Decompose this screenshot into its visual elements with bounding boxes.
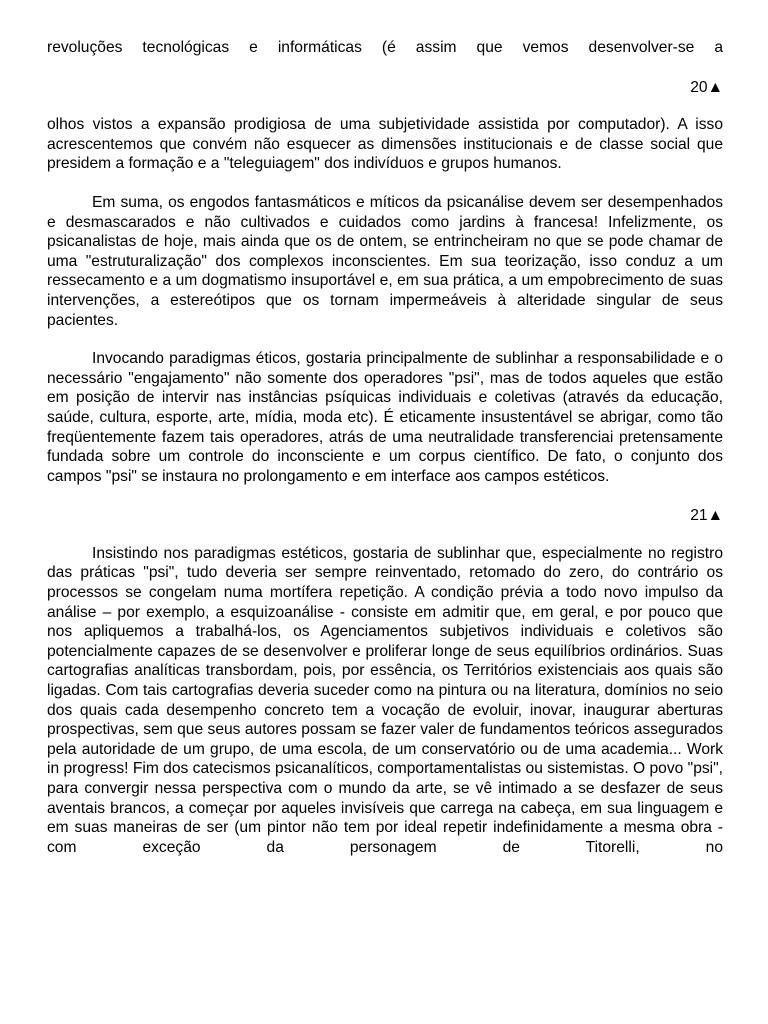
page-number-marker: 20▲: [690, 78, 723, 96]
document-page: [47, 38, 723, 857]
paragraph: Insistindo nos paradigmas estéticos, gostaria de sublinhar que, especialmente no registro das práticas "psi", tudo deveria ser sempre reinventado, retomado do zero, do contrário os processos se congelam numa mortífera repetição. A condição prévia a todo novo impulso da análise – por exemplo, a esquizoanálise - consiste em admitir que, em geral, e por pouco que nos apliquemos a trabalhá-los, os Agenciamentos subjetivos individuais e coletivos são potencialmente capazes de se desenvolver e proliferar longe de seus equilíbrios ordinários. Suas cartografias analíticas transbordam, pois, por essência, os Territórios existenciais aos quais são ligadas. Com tais cartografias deveria suceder como na pintura ou na literatura, domínios no seio dos quais cada desempenho concreto tem a vocação de evoluir, inovar, inaugurar aberturas prospectivas, sem que seus autores possam se fazer valer de fundamentos teóricos assegurados pela autoridade de um grupo, de uma escola, de um conservatório ou de uma academia... Work in progress! Fim dos catecismos psicanalíticos, comportamentalistas ou sistemistas. O povo "psi", para convergir nessa perspectiva com o mundo da arte, se vê intimado a se desfazer de seus aventais brancos, a começar por aqueles invisíveis que carrega na cabeça, em sua linguagem e em suas maneiras de ser (um pintor não tem por ideal repetir indefinidamente a mesma obra - com exceção da personagem de Titorelli, no: [47, 544, 723, 856]
text-line-top: revoluções tecnológicas e informáticas (é assim que vemos desenvolver-se a: [47, 39, 723, 56]
page-number-marker: 21▲: [690, 507, 723, 525]
paragraph: Em suma, os engodos fantasmáticos e míticos da psicanálise devem ser desempenhados e desmascarados e não cultivados e cuidados como jardins à francesa! Infelizmente, os psicanalistas de hoje, mais ainda que os de ontem, se entrincheiram no que se pode chamar de uma "estruturalização" dos complexos inconscientes. Em sua teorização, isso conduz a um ressecamento e a um dogmatismo insuportável e, em sua prática, a um empobrecimento de suas intervenções, a estereótipos que os tornam impermeáveis à alteridade singular de seus pacientes.: [47, 193, 723, 329]
paragraph: olhos vistos a expansão prodigiosa de uma subjetividade assistida por computador). A isso acrescentemos que convém não esquecer as dimensões institucionais e de classe social que presidem a formação e a "teleguiagem" dos indivíduos e grupos humanos.: [47, 116, 723, 173]
paragraph: Invocando paradigmas éticos, gostaria principalmente de sublinhar a responsabilidade e o necessário "engajamento" não somente dos operadores "psi", mas de todos aqueles que estão em posição de intervir nas instâncias psíquicas individuais e coletivas (através da educação, saúde, cultura, esporte, arte, mídia, moda etc). É eticamente insustentável se abrigar, como tão freqüentemente fazem tais operadores, atrás de uma neutralidade transferenciai pretensamente fundada sobre um controle do inconsciente e um corpus científico. De fato, o conjunto dos campos "psi" se instaura no prolongamento e em interface aos campos estéticos.: [47, 350, 723, 485]
